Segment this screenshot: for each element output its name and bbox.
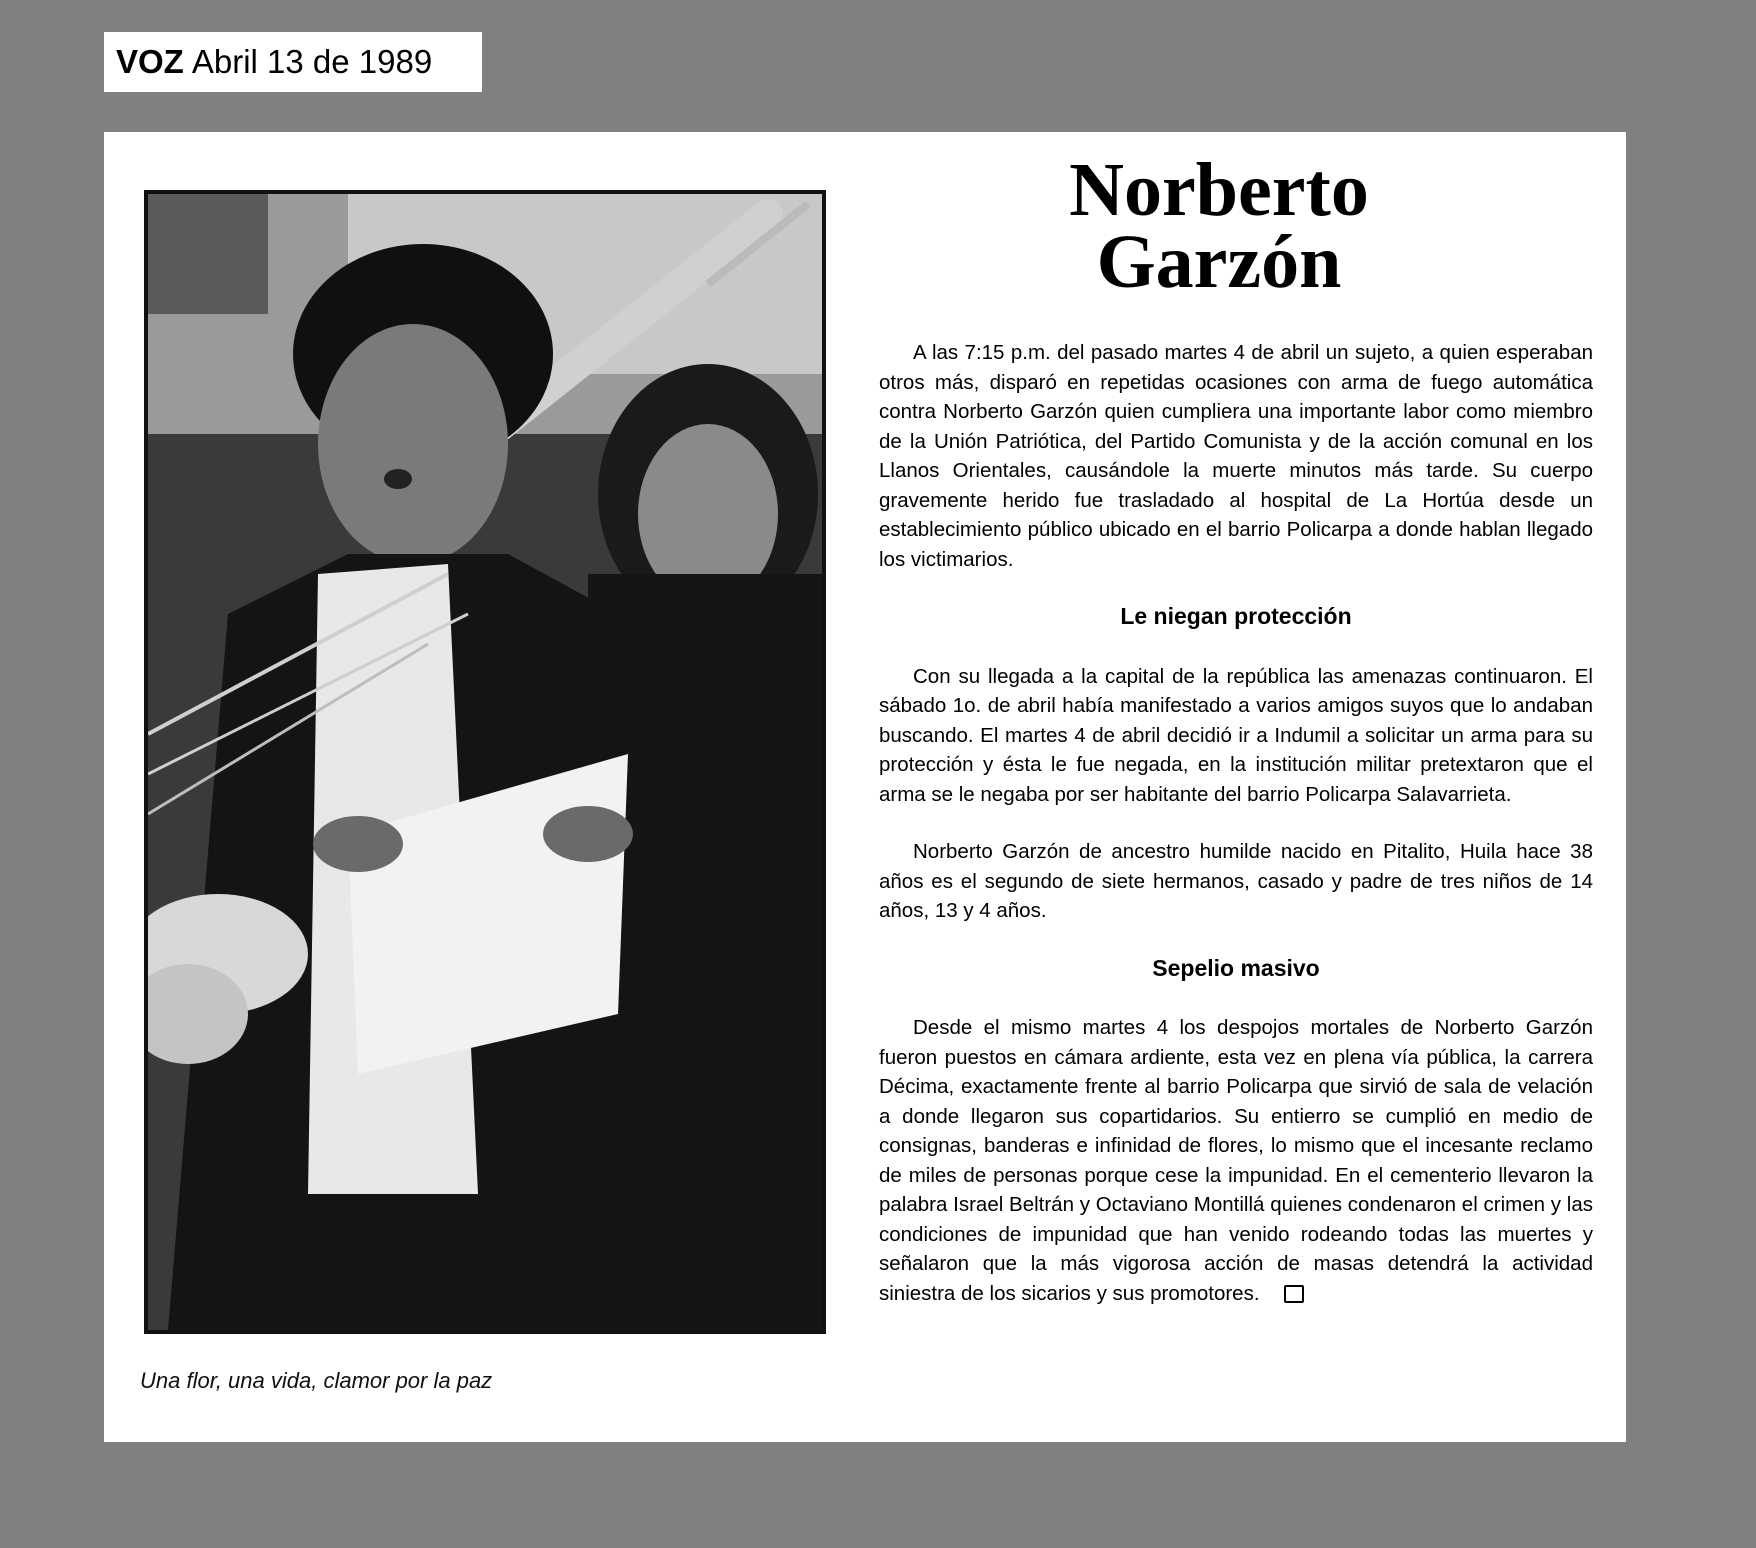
newspaper-clipping [104, 132, 1626, 1442]
end-of-article-mark [1284, 1285, 1304, 1303]
headline-line-1: Norberto [1069, 148, 1369, 232]
paragraph-sepelio-text: Desde el mismo martes 4 los despojos mortales de Norberto Garzón fueron puestos en cámara ardiente, esta vez en plena vía pública, la carrera Décima, exactamente frente al barrio Policarpa que sirvió de sala de velación a donde llegaron sus copartidarios. Su entierro se cumplió en medio de consignas, banderas e infinidad de flores, lo mismo que el incesante reclamo de miles de personas porque cese la impunidad. En el cementerio llevaron la palabra Israel Beltrán y Octaviano Montillá quienes condenaron el crimen y las condiciones de impunidad que han venido rodeando todas las muertes y señalaron que la más vigorosa acción de masas detendrá la actividad siniestra de los sicarios y sus promotores. [879, 1016, 1593, 1305]
paragraph-biografia: Norberto Garzón de ancestro humilde nacido en Pitalito, Huila hace 38 años es el segundo de siete hermanos, casado y padre de tres niños de 14 años, 13 y 4 años. [879, 840, 1593, 922]
article-headline [864, 148, 1574, 304]
paragraph-sepelio [879, 1013, 1593, 1308]
article-body [879, 338, 1593, 1308]
source-label [104, 32, 482, 92]
headline-line-2: Garzón [1096, 220, 1342, 304]
publication-date: Abril 13 de 1989 [191, 43, 433, 80]
photo-illustration [148, 194, 822, 1330]
paragraph-intro: A las 7:15 p.m. del pasado martes 4 de abril un sujeto, a quien esperaban otros más, disparó en repetidas ocasiones con arma de fuego automática contra Norberto Garzón quien cumpliera una importante labor como miembro de la Unión Patriótica, del Partido Comunista y de la acción comunal en los Llanos Orientales, causándole la muerte minutos más tarde. Su cuerpo gravemente herido fue trasladado al hospital de La Hortúa desde un establecimiento público ubicado en el barrio Policarpa a donde hablan llegado los victimarios. [879, 341, 1593, 571]
subheading-sepelio: Sepelio masivo [1152, 954, 1320, 981]
publication-name: VOZ [116, 43, 184, 80]
article-photo [144, 190, 826, 1334]
subheading-proteccion: Le niegan protección [1120, 603, 1352, 629]
paragraph-proteccion: Con su llegada a la capital de la república las amenazas continuaron. El sábado 1o. de abril había manifestado a varios amigos suyos que lo andaban buscando. El martes 4 de abril decidió ir a Indumil a solicitar un arma para su protección y ésta le fue negada, en la institución militar pretextaron que el arma se le negaba por ser habitante del barrio Policarpa Salavarrieta. [879, 664, 1593, 806]
photo-caption: Una flor, una vida, clamor por la paz [140, 1368, 493, 1393]
